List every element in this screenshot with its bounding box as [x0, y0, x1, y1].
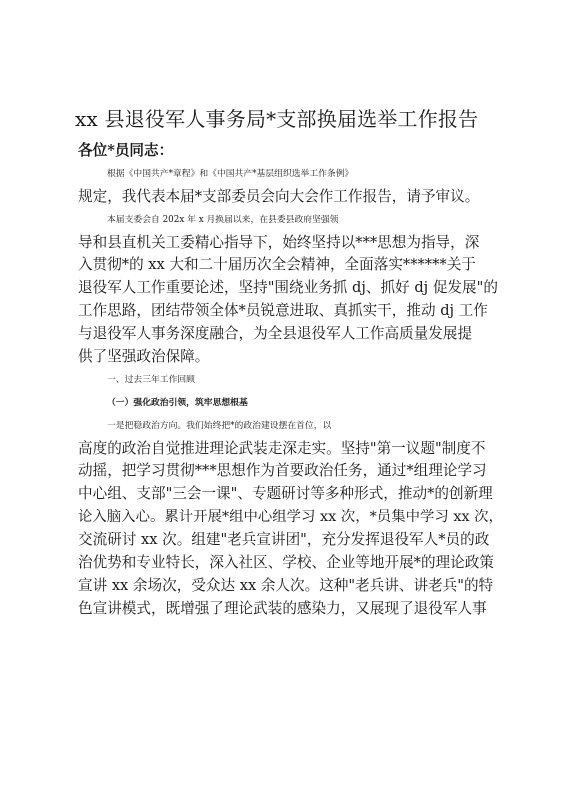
paragraph-line: 宣讲 xx 余场次，受众达 xx 余人次。这种"老兵讲、讲老兵"的特: [78, 576, 494, 594]
paragraph-line: 本届支委会自 202x 年 x 月换届以来，在县委县政府坚强领: [107, 214, 339, 225]
paragraph-line: 交流研讨 xx 次。组建"老兵宣讲团"，充分发挥退役军人*员的政: [78, 531, 490, 549]
paragraph-line: 规定，我代表本届*支部委员会向大会作工作报告，请予审议。: [78, 187, 480, 205]
document-page: [75, 104, 508, 621]
paragraph-line: 高度的政治自觉推进理论武装走深走实。坚持"第一议题"制度不: [78, 439, 486, 457]
paragraph-line: 动摇，把学习贯彻***思想作为首要政治任务，通过*组理论学习: [78, 462, 487, 480]
paragraph-line: 中心组、支部"三会一课"、专题研讨等多种形式，推动*的创新理: [78, 485, 493, 503]
paragraph-line: 治优势和专业特长，深入社区、学校、企业等地开展*的理论政策: [78, 554, 494, 572]
paragraph-line: （一）强化政治引领，筑牢思想根基: [107, 397, 248, 408]
paragraph-line: 与退役军人事务深度融合，为全县退役军人工作高质量发展提: [78, 325, 473, 343]
paragraph-line: 导和县直机关工委精心指导下，始终坚持以***思想为指导，深: [78, 233, 480, 251]
paragraph-line: 论入脑入心。累计开展*组中心组学习 xx 次，*员集中学习 xx 次，: [78, 509, 503, 526]
paragraph-line: 色宣讲模式，既增强了理论武装的感染力，又展现了退役军人事: [78, 599, 487, 617]
paragraph-line: 供了坚强政治保障。: [78, 348, 210, 366]
paragraph-line: 根据《中国共产*章程》和《中国共产*基层组织选举工作条例》: [107, 168, 354, 179]
paragraph-line: 退役军人工作重要论述，坚持"围绕业务抓 dj、抓好 dj 促发展"的: [78, 279, 498, 297]
document-body: [78, 140, 508, 621]
paragraph-line: 一是把稳政治方向。我们始终把*的政治建设摆在首位，以: [107, 420, 332, 431]
paragraph-line: 入贯彻*的 xx 大和二十届历次全会精神，全面落实******关于: [78, 256, 476, 274]
paragraph-line: 工作思路，团结带领全体*员锐意进取、真抓实干，推动 dj 工作: [78, 302, 488, 320]
document-title: xx 县退役军人事务局*支部换届选举工作报告: [75, 107, 479, 131]
paragraph-line: 各位*员同志：: [78, 142, 174, 159]
paragraph-line: 一、过去三年工作回顾: [107, 374, 195, 385]
